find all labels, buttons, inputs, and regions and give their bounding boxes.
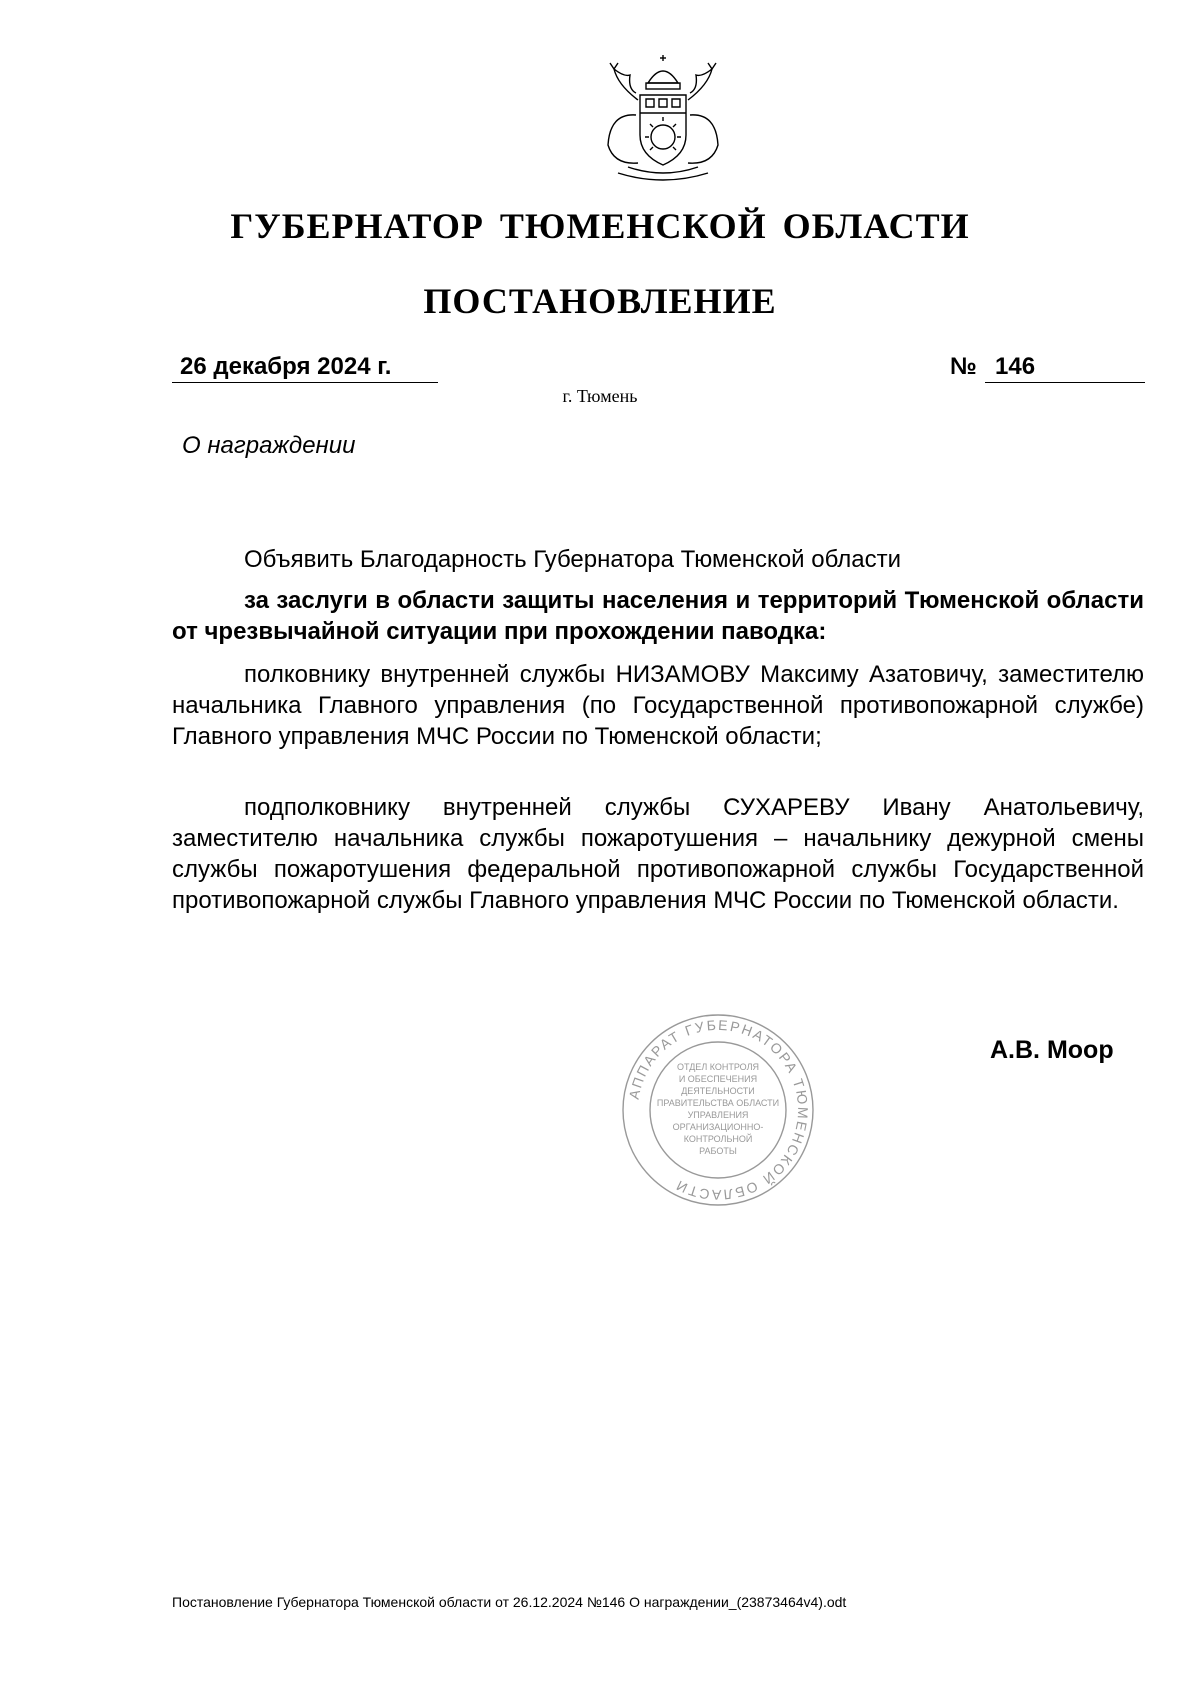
svg-text:ОРГАНИЗАЦИОННО-: ОРГАНИЗАЦИОННО- [672,1122,764,1132]
body-paragraph-1: Объявить Благодарность Губернатора Тюменской области [244,546,902,573]
svg-text:И ОБЕСПЕЧЕНИЯ: И ОБЕСПЕЧЕНИЯ [678,1074,758,1084]
authority-title: ГУБЕРНАТОР ТЮМЕНСКОЙ ОБЛАСТИ [230,206,970,246]
svg-text:УПРАВЛЕНИЯ: УПРАВЛЕНИЯ [687,1110,749,1120]
footer-filename: Постановление Губернатора Тюменской области от 26.12.2024 №146 О награждении_(23873464v4).odt [172,1594,847,1610]
body-paragraph-4: подполковнику внутренней службы СУХАРЕВУ Ивану Анатольевичу, заместителю начальника службы пожаротушения – начальнику дежурной смены службы пожаротушения федеральной противопожарной службы Государственной противопожарной службы Главного управления МЧС России по Тюменской области. [172,794,1144,914]
document-subject: О награждении [182,432,356,459]
svg-text:ОТДЕЛ КОНТРОЛЯ: ОТДЕЛ КОНТРОЛЯ [677,1062,759,1072]
official-stamp [620,1012,816,1208]
svg-text:ДЕЯТЕЛЬНОСТИ: ДЕЯТЕЛЬНОСТИ [681,1086,755,1096]
stamp-outer-text: АППАРАТ ГУБЕРНАТОРА ТЮМЕНСКОЙ ОБЛАСТИ [625,1016,812,1204]
document-date: 26 декабря 2024 г. [172,352,438,383]
document-city: г. Тюмень [562,386,638,406]
number-sign: № [950,353,977,380]
svg-text:РАБОТЫ: РАБОТЫ [699,1146,737,1156]
signer-name: А.В. Моор [990,1036,1114,1064]
body-paragraph-3: полковнику внутренней службы НИЗАМОВУ Максиму Азатовичу, заместителю начальника Главного управления (по Государственной противопожарной службе) Главного управления МЧС России по Тюменской области; [172,661,1144,750]
svg-text:КОНТРОЛЬНОЙ: КОНТРОЛЬНОЙ [683,1134,753,1144]
coat-of-arms-icon [588,55,738,190]
body-paragraph-2: за заслуги в области защиты населения и территорий Тюменской области от чрезвычайной ситуации при прохождении паводка: [172,587,1144,645]
svg-text:ПРАВИТЕЛЬСТВА ОБЛАСТИ: ПРАВИТЕЛЬСТВА ОБЛАСТИ [656,1098,780,1108]
document-type-title: ПОСТАНОВЛЕНИЕ [423,281,777,321]
document-number: 146 [985,352,1145,383]
